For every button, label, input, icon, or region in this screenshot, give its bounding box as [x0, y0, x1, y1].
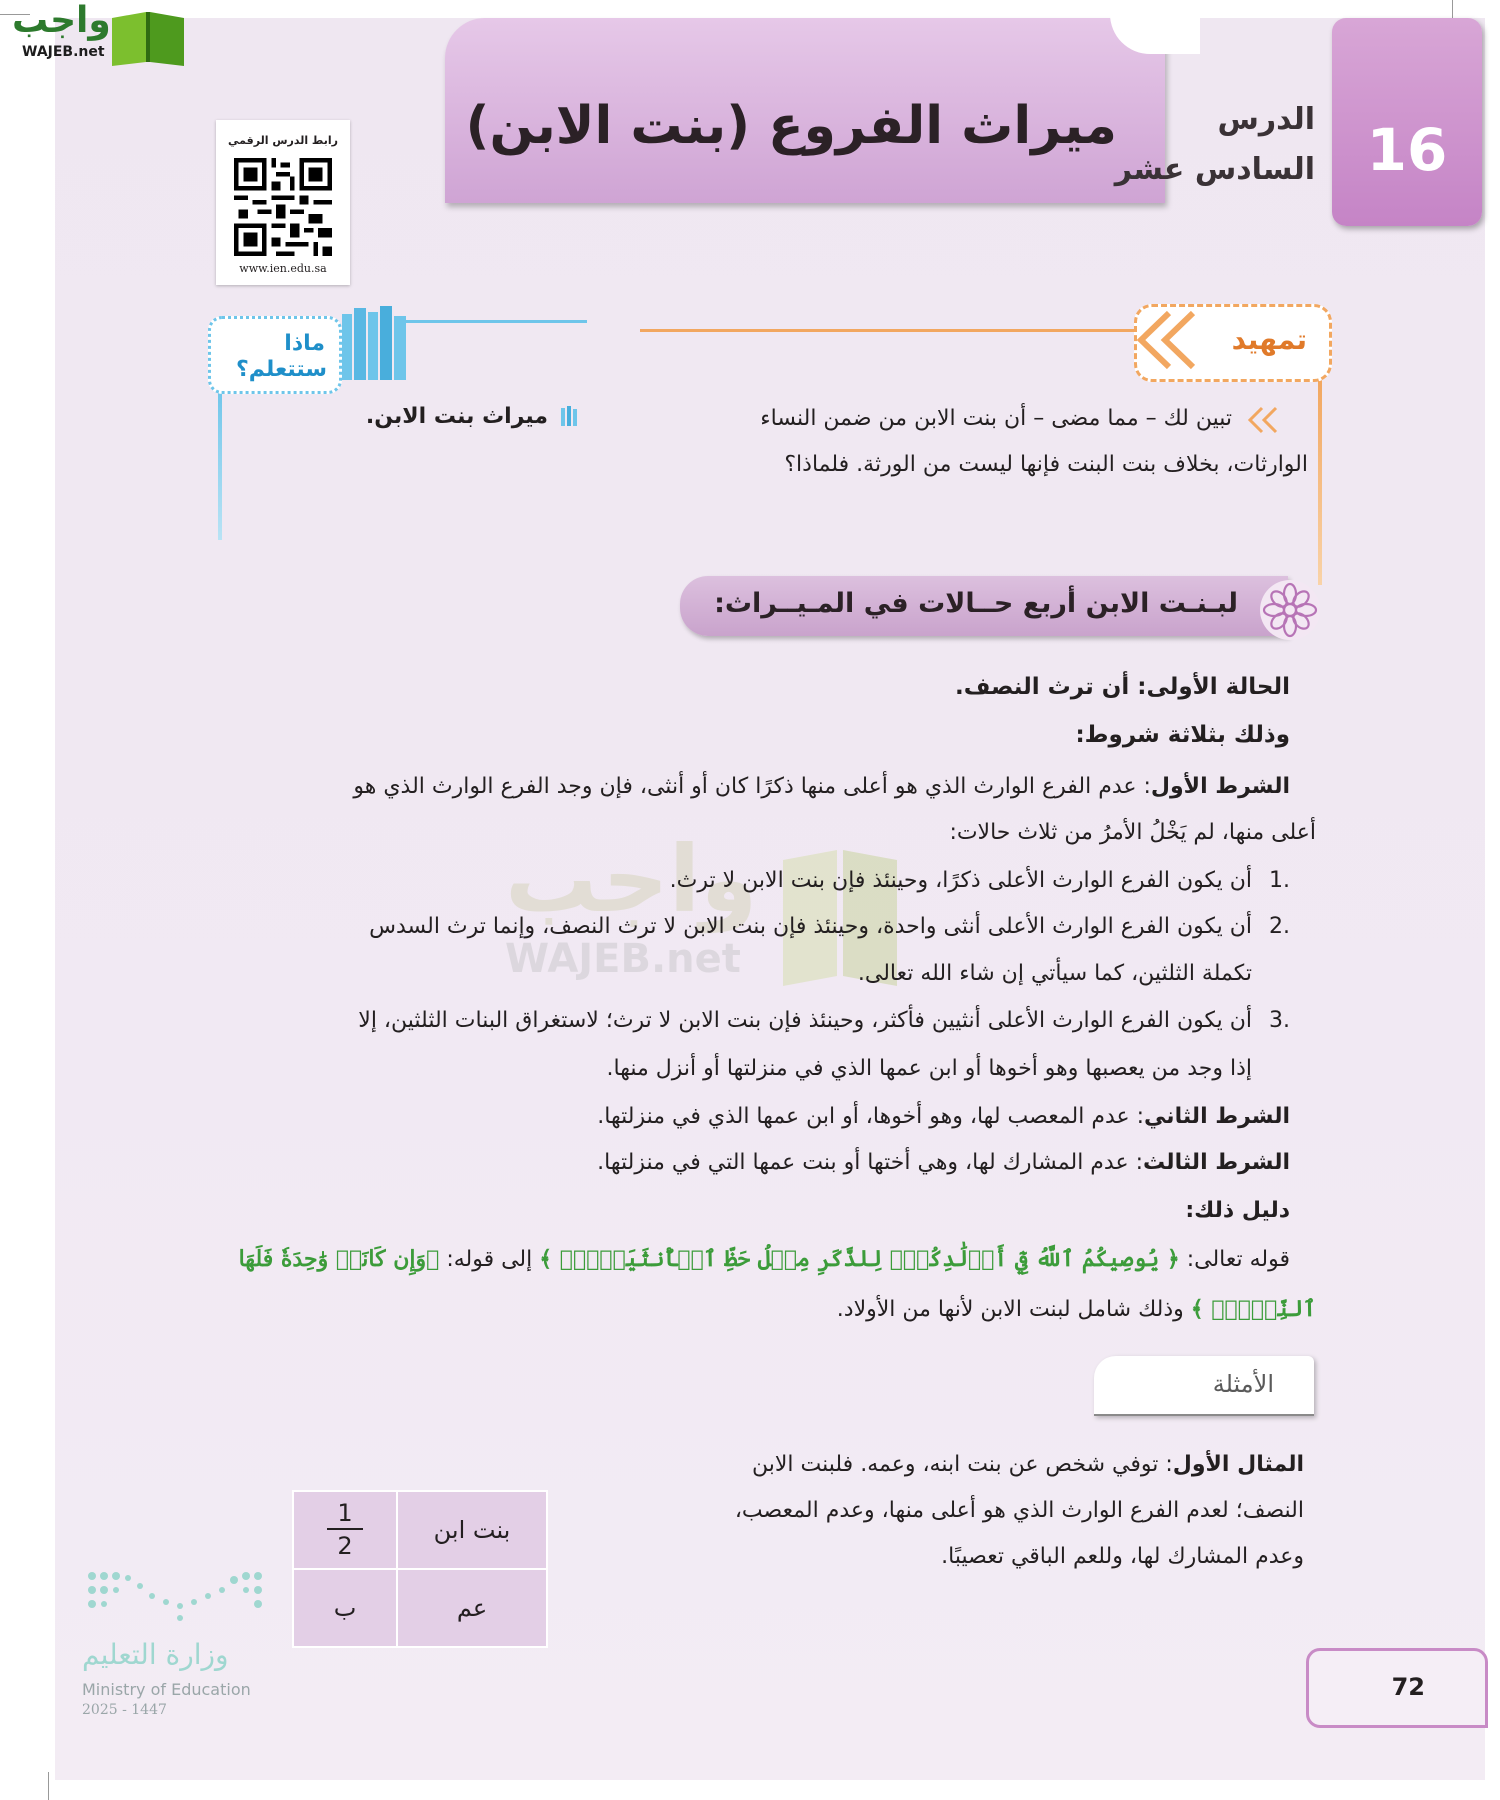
subcase2-line1 — [369, 906, 1290, 948]
book-bullet-icon — [560, 406, 580, 428]
crop-mark — [48, 1772, 49, 1800]
example1-line3: وعدم المشارك لها، وللعم الباقي تعصيبًا. — [941, 1544, 1304, 1569]
subcase2-text: أن يكون الفرع الوارث الأعلى أنثى واحدة، وحينئذ فإن بنت الابن لا ترث النصف، وإنما ترث السدس — [369, 914, 1252, 939]
book-logo-icon — [108, 4, 188, 66]
condition1-line1 — [353, 766, 1290, 808]
examples-tab-label: الأمثلة — [1212, 1370, 1274, 1398]
ministry-year: 2025 - 1447 — [82, 1702, 167, 1718]
examples-divider — [1094, 1414, 1314, 1416]
books-icon — [340, 304, 412, 382]
subcase3-text: أن يكون الفرع الوارث الأعلى أنثيين فأكثر، وحينئذ فإن بنت الابن لا ترث؛ لاستغراق البنات الثلثين، إلا — [358, 1008, 1252, 1033]
lesson-number-badge — [1332, 18, 1482, 226]
subcase1-num: .1 — [1269, 868, 1290, 893]
example1-line2: النصف؛ لعدم الفرع الوارث الذي هو أعلى منها، وعدم المعصب، — [734, 1498, 1304, 1523]
condition1-text: : عدم الفرع الوارث الذي هو أعلى منها ذكرًا كان أو أنثى، فإن وجد الفرع الوارث الذي هو — [353, 774, 1151, 799]
subcase2-line2: تكملة الثلثين، كما سيأتي إن شاء الله تعالى. — [857, 961, 1252, 986]
lesson-number: 16 — [1366, 116, 1448, 184]
learn-item: ميراث بنت الابن. — [365, 404, 548, 429]
condition2 — [597, 1096, 1290, 1138]
evidence-mid: إلى قوله: — [446, 1247, 533, 1272]
intro-vertical-line — [1318, 380, 1322, 585]
case1-title: الحالة الأولى: أن ترث النصف. — [954, 674, 1290, 700]
evidence-line2 — [837, 1288, 1316, 1331]
table-row — [293, 1491, 547, 1569]
examples-tab — [1094, 1356, 1314, 1416]
logo-subtext: WAJEB.net — [22, 44, 105, 60]
evidence-label: دليل ذلك: — [1185, 1198, 1290, 1223]
lesson-title: ميراث الفروع (بنت الابن) — [465, 96, 1117, 156]
ministry-name-arabic: وزارة التعليم — [82, 1638, 229, 1671]
conditions-intro: وذلك بثلاثة شروط: — [1075, 722, 1290, 748]
condition1-line2: أعلى منها، لم يَخْلُ الأمرُ من ثلاث حالات: — [949, 820, 1316, 845]
condition2-text: : عدم المعصب لها، وهو أخوها، أو ابن عمها الذي في منزلتها. — [597, 1104, 1145, 1129]
subcase1 — [670, 860, 1290, 902]
subcase3-num: .3 — [1269, 1008, 1290, 1033]
qr-url[interactable]: www.ien.edu.sa — [239, 262, 327, 275]
qr-caption: رابط الدرس الرقمي — [228, 134, 338, 147]
watermark-latin: WAJEB.net — [505, 936, 741, 982]
page-number-box — [1306, 1648, 1488, 1728]
verse1: ﴿ يُوصِيكُمُ ٱللَّهُ فِيٓ أَوۡلَٰدِكُمۡۖ لِلذَّكَرِ مِثۡلُ حَظِّ ٱلۡأُنثَيَيۡنِۚ ﴾ — [539, 1246, 1180, 1272]
subcase3-line1 — [358, 1000, 1290, 1042]
ministry-dots-icon — [84, 1566, 274, 1626]
learn-vertical-line — [218, 385, 222, 540]
section-title-bar — [680, 576, 1288, 636]
double-chevron-icon — [1131, 305, 1201, 375]
intro-text-line1: تبين لك – مما مضى – أن بنت الابن من ضمن النساء — [760, 406, 1232, 431]
page-number: 72 — [1391, 1673, 1425, 1701]
condition1-label: الشرط الأول — [1150, 774, 1290, 799]
watermark-arabic: واجب — [505, 826, 758, 933]
distribution-table — [292, 1490, 548, 1648]
small-chevron-icon — [1244, 404, 1284, 436]
verse2-part1: ﴿وَإِن كَانَتۡ وَٰحِدَةٗ فَلَهَا — [238, 1246, 440, 1272]
learn-tag — [208, 316, 342, 394]
evidence-line1 — [239, 1238, 1290, 1281]
heir-cell: عم — [397, 1569, 547, 1647]
subcase3-line2: إذا وجد من يعصبها وهو أخوها أو ابن عمها الذي في منزلتها أو أنزل منها. — [606, 1056, 1252, 1081]
example1-label: المثال الأول — [1172, 1452, 1304, 1477]
learn-tag-line1: ماذا — [284, 331, 325, 356]
logo-text: واجب — [12, 0, 111, 41]
intro-tag-label: تمهيد — [1231, 323, 1307, 356]
table-row — [293, 1569, 547, 1647]
flower-ornament-icon — [1258, 578, 1322, 642]
wajeb-logo — [8, 2, 188, 66]
intro-line-decoration — [640, 329, 1140, 332]
lesson-label-line1: الدرس — [1217, 102, 1315, 137]
section-title: لبـنـت الابن أربع حــالات في المـيــراث: — [714, 588, 1238, 619]
qr-code-icon[interactable] — [234, 158, 332, 256]
learn-line-decoration — [395, 320, 587, 323]
verse2-part2: ٱلنِّصۡفُۚ ﴾ — [1190, 1296, 1316, 1322]
fraction-numerator: 1 — [327, 1498, 362, 1530]
intro-tag — [1134, 304, 1332, 382]
example1-line1 — [752, 1444, 1304, 1486]
evidence-prefix: قوله تعالى: — [1186, 1247, 1290, 1272]
fraction-denominator: 2 — [337, 1532, 353, 1560]
example1-text: : توفي شخص عن بنت ابنه، وعمه. فلبنت الابن — [752, 1452, 1173, 1477]
intro-text-line2: الوارثات، بخلاف بنت البنت فإنها ليست من الورثة. فلماذا؟ — [784, 452, 1308, 477]
heir-cell: بنت ابن — [397, 1491, 547, 1569]
subcase2-num: .2 — [1269, 914, 1290, 939]
condition3 — [597, 1142, 1290, 1184]
evidence-end: وذلك شامل لبنت الابن لأنها من الأولاد. — [836, 1297, 1184, 1322]
lesson-label-line2: السادس عشر — [1114, 152, 1315, 187]
ministry-name-english: Ministry of Education — [82, 1680, 251, 1699]
learn-tag-line2: ستتعلم؟ — [235, 357, 327, 382]
condition3-text: : عدم المشارك لها، وهي أختها أو بنت عمها التي في منزلتها. — [597, 1150, 1144, 1175]
share-cell: ب — [293, 1569, 397, 1647]
condition2-label: الشرط الثاني — [1144, 1104, 1290, 1129]
subcase1-text: أن يكون الفرع الوارث الأعلى ذكرًا، وحينئذ فإن بنت الابن لا ترث. — [669, 868, 1252, 893]
share-cell — [293, 1491, 397, 1569]
condition3-label: الشرط الثالث — [1143, 1150, 1290, 1175]
qr-card[interactable] — [216, 120, 350, 285]
lesson-title-banner — [445, 18, 1165, 203]
